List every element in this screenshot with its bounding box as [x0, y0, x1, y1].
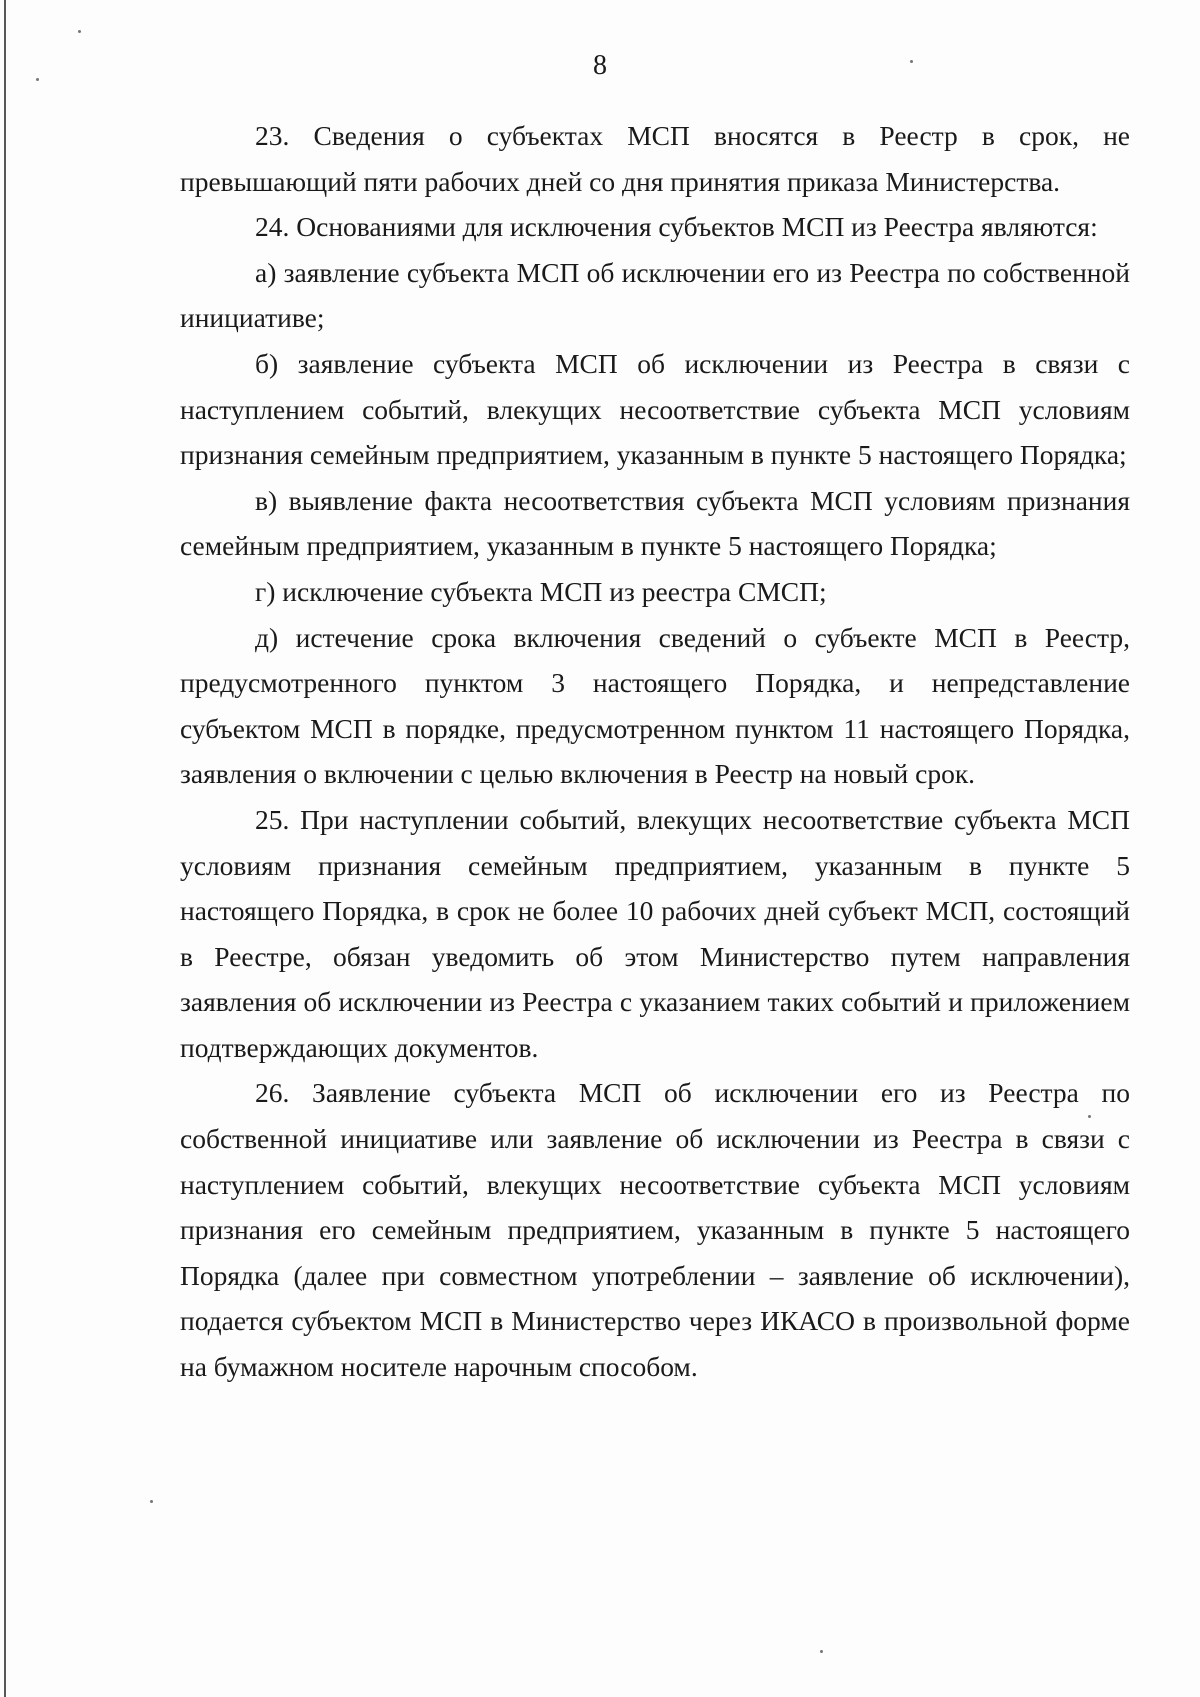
paragraph-23: 23. Сведения о субъектах МСП вносятся в Реестр в срок, не превышающий пяти рабочих дней со дня принятия приказа Министерства.: [180, 120, 1130, 197]
scan-speck: [820, 1650, 823, 1653]
page-number: 8: [593, 50, 607, 81]
document-body: [180, 113, 1130, 1390]
scan-speck: [150, 1500, 153, 1503]
paragraph-24-g: г) исключение субъекта МСП из реестра СМСП;: [255, 575, 827, 607]
paragraph-24-b: б) заявление субъекта МСП об исключении из Реестра в связи с наступлением событий, влекущих несоответствие субъекта МСП условиям признания семейным предприятием, указанным в пункте 5 настоящего Порядка;: [180, 347, 1130, 471]
scan-edge-line: [4, 0, 6, 1697]
paragraph-24-d: д) истечение срока включения сведений о субъекте МСП в Реестр, предусмотренного пунктом 3 настоящего Порядка, и непредставление субъектом МСП в порядке, предусмотренном пунктом 11 настоящего Порядка, заявления о включении с целью включения в Реестр на новый срок.: [180, 621, 1130, 790]
paragraph-24: 24. Основаниями для исключения субъектов МСП из Реестра являются:: [255, 211, 1098, 243]
scan-speck: [78, 30, 81, 33]
paragraph-24-a: а) заявление субъекта МСП об исключении его из Реестра по собственной инициативе;: [180, 256, 1130, 334]
paragraph-24-v: в) выявление факта несоответствия субъекта МСП условиям признания семейным предприятием, указанным в пункте 5 настоящего Порядка;: [180, 484, 1130, 562]
paragraph-26: 26. Заявление субъекта МСП об исключении его из Реестра по собственной инициативе или заявление об исключении из Реестра в связи с наступлением событий, влекущих несоответствие субъекта МСП условиям признания его семейным предприятием, указанным в пункте 5 настоящего Порядка (далее при совместном употреблении – заявление об исключении), подается субъектом МСП в Министерство через ИКАСО в произвольной форме на бумажном носителе нарочным способом.: [180, 1077, 1130, 1383]
paragraph-25: 25. При наступлении событий, влекущих несоответствие субъекта МСП условиям признания семейным предприятием, указанным в пункте 5 настоящего Порядка, в срок не более 10 рабочих дней субъект МСП, состоящий в Реестре, обязан уведомить об этом Министерство путем направления заявления об исключении из Реестра с указанием таких событий и приложением подтверждающих документов.: [180, 803, 1130, 1063]
